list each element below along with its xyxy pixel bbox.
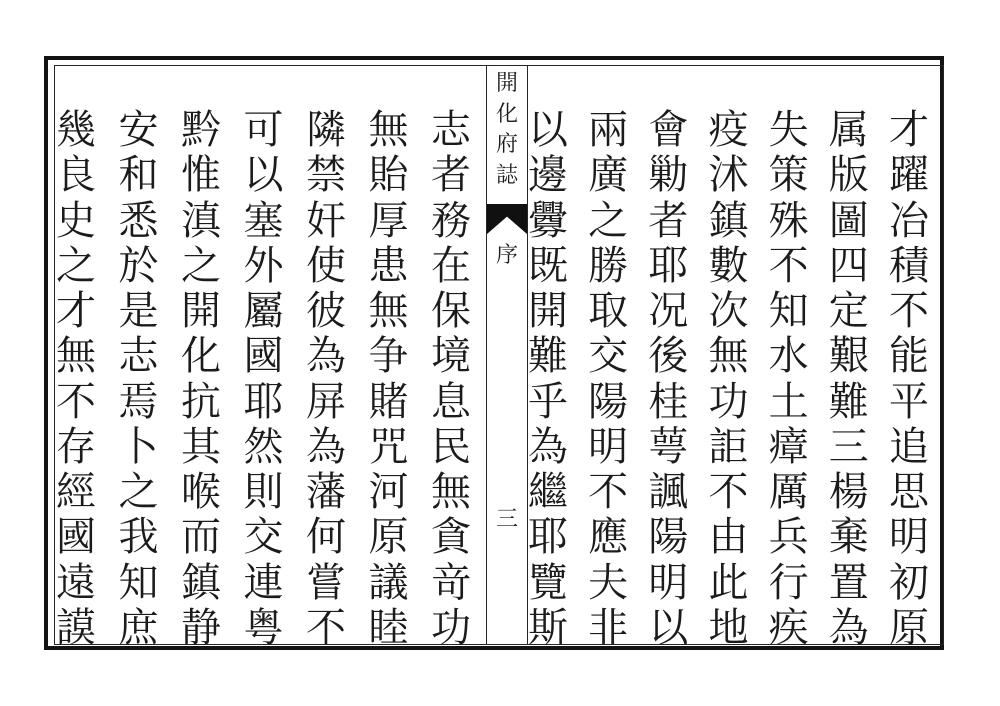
glyph: 耶: [528, 514, 568, 560]
glyph: 鎮: [181, 559, 221, 605]
glyph: 議: [368, 559, 409, 605]
glyph: 楊: [828, 469, 869, 515]
fishtail-icon: [487, 204, 527, 234]
glyph: 殊: [768, 197, 809, 243]
glyph: 咒: [368, 423, 409, 469]
glyph: 開: [181, 288, 221, 334]
glyph: 鎮: [708, 197, 749, 243]
glyph: 土: [768, 378, 809, 424]
glyph: 者: [431, 152, 471, 198]
glyph: 版: [828, 152, 869, 198]
glyph: 在: [431, 242, 471, 288]
glyph: 明: [588, 423, 629, 469]
glyph: 兵: [768, 514, 809, 560]
glyph: 勦: [648, 152, 689, 198]
glyph: 行: [768, 559, 809, 605]
text-column-2: [828, 107, 870, 650]
glyph: 圖: [828, 197, 869, 243]
glyph: 無: [368, 107, 409, 152]
glyph: 夫: [588, 559, 629, 605]
glyph: 萼: [648, 423, 689, 469]
glyph: 才: [56, 288, 96, 334]
glyph: 况: [648, 288, 689, 334]
glyph: 邊: [528, 152, 568, 198]
glyph: 使: [306, 242, 346, 288]
glyph: 属: [828, 107, 869, 152]
glyph: 和: [118, 152, 159, 198]
glyph: 明: [888, 514, 929, 560]
glyph: 幾: [56, 107, 96, 152]
glyph: 化: [181, 333, 221, 379]
glyph: 屬: [243, 288, 284, 334]
glyph: 藩: [306, 469, 346, 515]
glyph: 明: [648, 559, 689, 605]
glyph: 貪: [431, 514, 471, 560]
glyph: 者: [648, 197, 689, 243]
book-title: [487, 72, 527, 186]
glyph: 静: [181, 604, 221, 650]
text-column-1: [888, 107, 930, 650]
text-column-3: [768, 107, 810, 650]
glyph: 為: [306, 423, 346, 469]
glyph: 禁: [306, 152, 346, 198]
glyph: 不: [306, 604, 346, 650]
glyph: 務: [431, 197, 471, 243]
glyph: 覽: [528, 559, 568, 605]
glyph: 諷: [648, 469, 689, 515]
glyph: 知: [768, 288, 809, 334]
glyph: 難: [528, 333, 568, 379]
glyph: 抗: [181, 378, 221, 424]
glyph: 而: [181, 514, 221, 560]
glyph: 志: [118, 333, 159, 379]
glyph: 息: [431, 378, 471, 424]
glyph: 焉: [118, 378, 159, 424]
glyph: 賭: [368, 378, 409, 424]
glyph: 是: [118, 288, 159, 334]
glyph: 竒: [431, 559, 471, 605]
glyph: 卜: [118, 423, 159, 469]
glyph: 民: [431, 423, 471, 469]
glyph: 遠: [56, 559, 96, 605]
glyph: 患: [368, 242, 409, 288]
glyph: 以: [648, 604, 689, 650]
text-column-6: [587, 107, 629, 650]
glyph: 化: [495, 100, 518, 126]
glyph: 可: [243, 107, 284, 152]
glyph: 國: [243, 333, 284, 379]
glyph: 水: [768, 333, 809, 379]
text-column-7: [527, 107, 569, 650]
glyph: 策: [768, 152, 809, 198]
glyph: 失: [768, 107, 809, 152]
glyph: 數: [708, 242, 749, 288]
glyph: 以: [528, 107, 568, 152]
glyph: 睦: [368, 604, 409, 650]
glyph: 為: [306, 333, 346, 379]
glyph: 嘗: [306, 559, 346, 605]
text-column-14: [55, 107, 97, 650]
glyph: 冶: [888, 197, 929, 243]
glyph: 能: [888, 333, 929, 379]
glyph: 惟: [181, 152, 221, 198]
glyph: 不: [56, 378, 96, 424]
glyph: 屏: [306, 378, 346, 424]
glyph: 隣: [306, 107, 346, 152]
glyph: 疫: [708, 107, 749, 152]
glyph: 耶: [243, 378, 284, 424]
glyph: 三: [828, 423, 869, 469]
glyph: 陽: [588, 378, 629, 424]
text-column-13: [118, 107, 160, 650]
glyph: 棄: [828, 514, 869, 560]
glyph: 置: [828, 559, 869, 605]
text-column-11: [243, 107, 285, 650]
glyph: 外: [243, 242, 284, 288]
glyph: 無: [368, 288, 409, 334]
glyph: 非: [588, 604, 629, 650]
text-column-10: [305, 107, 347, 650]
glyph: 功: [431, 604, 471, 650]
glyph: 應: [588, 514, 629, 560]
glyph: 斯: [528, 604, 568, 650]
glyph: 存: [56, 423, 96, 469]
glyph: 於: [118, 242, 159, 288]
glyph: 謨: [56, 604, 96, 650]
glyph: 疾: [768, 604, 809, 650]
glyph: 無: [708, 333, 749, 379]
glyph: 才: [888, 107, 929, 152]
glyph: 為: [828, 604, 869, 650]
glyph: 為: [528, 423, 568, 469]
glyph: 知: [118, 559, 159, 605]
glyph: 以: [243, 152, 284, 198]
glyph: 廣: [588, 152, 629, 198]
glyph: 黔: [181, 107, 221, 152]
glyph: 其: [181, 423, 221, 469]
glyph: 府: [495, 131, 518, 157]
glyph: 陽: [648, 514, 689, 560]
glyph: 後: [648, 333, 689, 379]
glyph: 誌: [495, 161, 518, 187]
glyph: 不: [768, 242, 809, 288]
glyph: 艱: [828, 333, 869, 379]
glyph: 則: [243, 469, 284, 515]
text-column-8: [430, 107, 472, 650]
page-number: 三: [495, 506, 518, 531]
glyph: 河: [368, 469, 409, 515]
glyph: 安: [118, 107, 159, 152]
glyph: 兩: [588, 107, 629, 152]
center-gutter: [486, 66, 528, 644]
glyph: 開: [495, 70, 518, 95]
glyph: 初: [888, 559, 929, 605]
glyph: 積: [888, 242, 929, 288]
glyph: 貽: [368, 152, 409, 198]
glyph: 滇: [181, 197, 221, 243]
glyph: 之: [588, 197, 629, 243]
glyph: 不: [588, 469, 629, 515]
glyph: 史: [56, 197, 96, 243]
text-column-12: [180, 107, 222, 650]
glyph: 境: [431, 333, 471, 379]
glyph: 功: [708, 378, 749, 424]
glyph: 思: [888, 469, 929, 515]
glyph: 粤: [243, 604, 284, 650]
glyph: 桂: [648, 378, 689, 424]
glyph: 地: [708, 604, 749, 650]
glyph: 既: [528, 242, 568, 288]
glyph: 交: [588, 333, 629, 379]
glyph: 次: [708, 288, 749, 334]
glyph: 之: [181, 242, 221, 288]
glyph: 喉: [181, 469, 221, 515]
glyph: 争: [368, 333, 409, 379]
glyph: 乎: [528, 378, 568, 424]
glyph: 此: [708, 559, 749, 605]
glyph: 國: [56, 514, 96, 560]
glyph: 經: [56, 469, 96, 515]
glyph: 沭: [708, 152, 749, 198]
glyph: 原: [368, 514, 409, 560]
glyph: 厲: [768, 469, 809, 515]
glyph: 原: [888, 604, 929, 650]
glyph: 悉: [118, 197, 159, 243]
glyph: 然: [243, 423, 284, 469]
glyph: 我: [118, 514, 159, 560]
glyph: 保: [431, 288, 471, 334]
glyph: 會: [648, 107, 689, 152]
text-column-9: [368, 107, 410, 650]
glyph: 由: [708, 514, 749, 560]
glyph: 良: [56, 152, 96, 198]
glyph: 塞: [243, 197, 284, 243]
text-column-4: [707, 107, 749, 650]
glyph: 詎: [708, 423, 749, 469]
glyph: 平: [888, 378, 929, 424]
section-label: 序: [495, 242, 518, 267]
glyph: 不: [708, 469, 749, 515]
glyph: 庶: [118, 604, 159, 650]
glyph: 耶: [648, 242, 689, 288]
glyph: 之: [56, 242, 96, 288]
glyph: 奸: [306, 197, 346, 243]
glyph: 之: [118, 469, 159, 515]
glyph: 四: [828, 242, 869, 288]
glyph: 釁: [528, 197, 568, 243]
glyph: 躍: [888, 152, 929, 198]
glyph: 定: [828, 288, 869, 334]
text-column-5: [647, 107, 689, 650]
glyph: 取: [588, 288, 629, 334]
text-block-left: [55, 107, 472, 650]
glyph: 交: [243, 514, 284, 560]
text-block-right: [527, 107, 930, 650]
glyph: 何: [306, 514, 346, 560]
glyph: 難: [828, 378, 869, 424]
glyph: 不: [888, 288, 929, 334]
glyph: 開: [528, 288, 568, 334]
glyph: 繼: [528, 469, 568, 515]
glyph: 厚: [368, 197, 409, 243]
glyph: 彼: [306, 288, 346, 334]
glyph: 追: [888, 423, 929, 469]
glyph: 無: [56, 333, 96, 379]
glyph: 瘴: [768, 423, 809, 469]
glyph: 勝: [588, 242, 629, 288]
glyph: 無: [431, 469, 471, 515]
glyph: 志: [431, 107, 471, 152]
glyph: 連: [243, 559, 284, 605]
